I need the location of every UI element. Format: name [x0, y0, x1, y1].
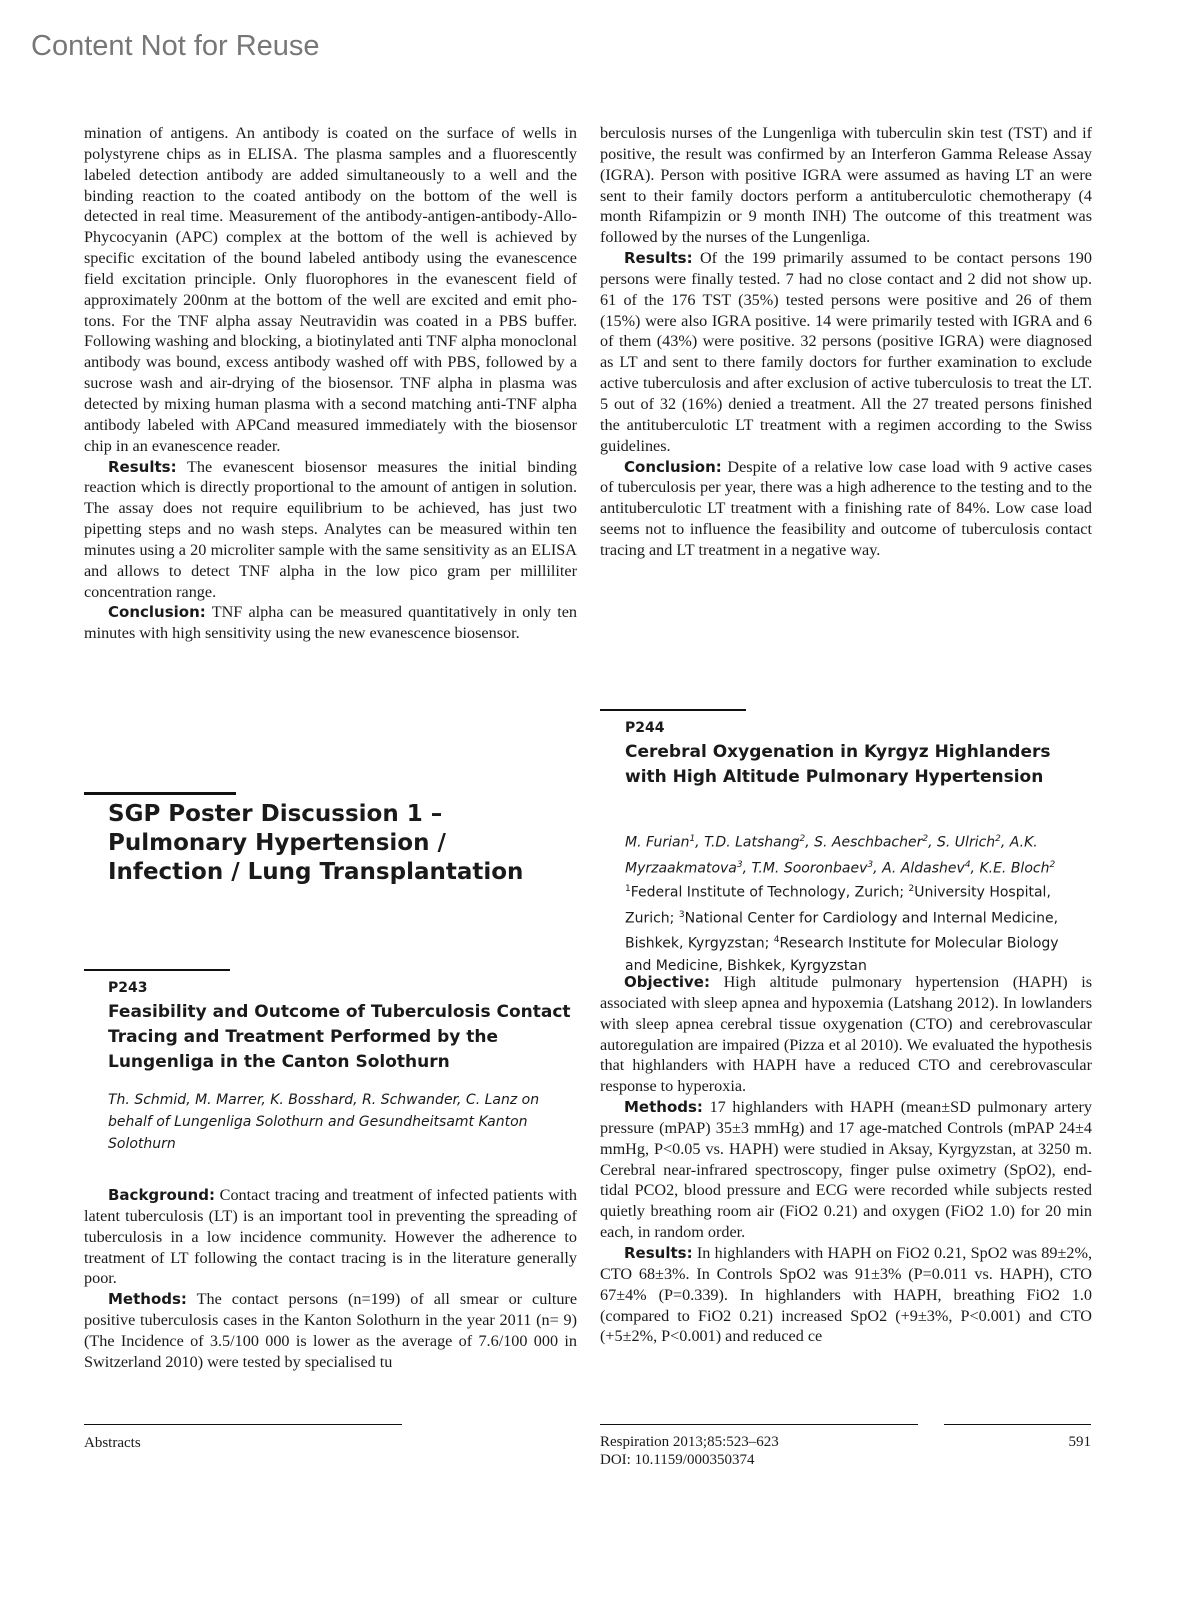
abstract-authors: Th. Schmid, M. Marrer, K. Bosshard, R. Schwander, C. Lanz on behalf of Lungenliga Solothurn and Gesundheitsamt Kanton Solothurn: [108, 1092, 540, 1152]
paragraph: [600, 248, 1092, 456]
affiliation-mark: 3: [678, 909, 685, 920]
affiliation-mark: 4: [773, 935, 780, 946]
author-affiliation-mark: 2: [995, 834, 1001, 844]
p243-body: [84, 1185, 577, 1373]
results-text: In highlanders with HAPH on FiO2 0.21, SpO2 was 89±2%, CTO 68±3%. In Controls SpO2 was 91±3% (P=0.011 vs. HAPH), CTO 67±4% (P=0.339). In highlanders with HAPH, breathing FiO2 1.0 (compared to FiO2 0.21) increased SpO2 (+9±3%, P<0.001) and CTO (+5±2%, P<0.001) and reduced ce: [600, 1243, 1092, 1346]
author-name: A. Aldashev: [882, 860, 965, 877]
results-label: Results:: [624, 1243, 693, 1262]
footer-rule-left: [84, 1424, 402, 1425]
author-name: S. Ulrich: [937, 834, 996, 851]
abstract-rule: [84, 969, 230, 971]
paragraph: [84, 457, 577, 603]
paragraph: mination of antigens. An antibody is coated on the surface of wells in polystyrene chips as in ELISA. The plasma samples and a fluorescently labeled detection antibody are added simultaneously to a well and the binding reaction to the coated antibody on the bottom of the well is detected in real time. Measurement of the antibody-antigen-antibody-Allo-Phycocyanin (APC) complex at the bottom of the well is achieved by specific excitation of the bound labeled antibody using the evanescence field excitation principle. Only fluorophores in the evanescent field of approximately 200nm at the bottom of the well are excited and emit photons. For the TNF alpha assay Neutravidin was coated in a PBS buffer. Following washing and blocking, a biotinylated anti TNF alpha monoclonal antibody was bound, excess antibody washed off with PBS, followed by a sucrose wash and air-drying of the biosensor. TNF alpha in plasma was detected by mixing human plasma with a second matching anti-TNF alpha antibody labeled with APCand measured immediately with the biosensor chip in an evanescence reader.: [84, 124, 577, 455]
results-text: Of the 199 primarily assumed to be contact persons 190 persons were finally tested. 7 had no close contact and 2 did not show up. 61 of the 176 TST (35%) tested persons were positive and 26 of them (15%) were also IGRA positive. 14 were primarily tested with IGRA and 6 of them (43%) were positive. 32 persons (positive IGRA) were diagnosed as LT and sent to there family doctors for further examination to exclude active tuberculosis and after exclusion of active tuberculosis to treat the LT. 5 out of 32 (16%) denied a treatment. All the 27 treated persons finished the antituberculotic LT treatment with a regimen according to the Swiss guidelines.: [600, 249, 1092, 455]
abstract-rule: [600, 709, 746, 711]
affiliation-text: Federal Institute of Technology, Zurich;: [630, 884, 909, 901]
methods-label: Methods:: [624, 1098, 703, 1117]
author-affiliation-mark: 2: [922, 834, 929, 844]
paragraph: [84, 602, 577, 644]
abstract-affiliations: [625, 878, 1085, 977]
conclusion-text: TNF alpha can be measured quantitatively in only ten minutes with high sensitivity using the new evanescence biosensor.: [84, 603, 577, 643]
background-label: Background:: [108, 1186, 215, 1204]
objective-text: High altitude pulmonary hypertension (HAPH) is associated with sleep apnea and hypoxemia (Latshang 2012). In lowlanders with sleep apnea cerebral tissue oxygenation (CTO) and cerebrovascular autoregulation are impaired (Pizza et al 2010). We evaluated the hypothesis that highlanders with HAPH have a reduced CTO and cerebrovascular response to hyperoxia.: [600, 973, 1092, 1096]
abstract-title: Cerebral Oxygenation in Kyrgyz Highlanders with High Altitude Pulmonary Hypertension: [625, 742, 1051, 787]
affiliation-text: University Hospital, Zurich;: [625, 884, 1051, 927]
paragraph: [600, 972, 1092, 1097]
left-continuation-abstract: [84, 123, 577, 644]
author-affiliation-mark: 2: [1049, 859, 1056, 870]
methods-text: The contact persons (n=199) of all smear or culture positive tuberculosis cases in the Kanton Solothurn in the year 2011 (n= 9) (The Incidence of 3.5/100 000 is lower as the average of 7.6/100 000 in Switzerland 2010) were tested by specialised tu: [84, 1290, 577, 1371]
affiliation-text: Research Institute for Molecular Biology and Medicine, Bishkek, Kyrgyzstan: [625, 935, 1059, 974]
paragraph: [600, 457, 1092, 561]
affiliation-mark: 2: [908, 884, 915, 894]
results-label: Results:: [108, 457, 177, 476]
section-heading: SGP Poster Discussion 1 – Pulmonary Hypertension / Infection / Lung Transplantation: [108, 801, 524, 885]
author-name: K.E. Bloch: [979, 860, 1050, 877]
author-affiliation-mark: 3: [736, 859, 743, 870]
author-affiliation-mark: 1: [689, 834, 696, 844]
footer-doi: DOI: 10.1159/000350374: [600, 1452, 755, 1468]
abstract-number: P244: [625, 720, 665, 736]
abstract-number: P243: [108, 980, 148, 996]
affiliation-mark: 1: [625, 884, 631, 894]
author-affiliation-mark: 3: [867, 859, 874, 870]
conclusion-label: Conclusion:: [108, 603, 206, 622]
author-affiliation-mark: 2: [799, 834, 806, 844]
author-name: M. Furian: [625, 834, 690, 851]
author-name: A.K. Myrzaakmatova: [625, 834, 1038, 877]
section-rule: [84, 792, 236, 795]
background-text: Contact tracing and treatment of infected patients with latent tuberculosis (LT) is an important tool in preventing the spreading of tuberculosis in a low incidence community. However the adherence to treatment of LT following the contact tracing is in the literature generally poor.: [84, 1186, 577, 1288]
affiliation-text: National Center for Cardiology and Internal Medicine, Bishkek, Kyrgyzstan;: [625, 910, 1059, 952]
author-name: T.M. Sooronbaev: [751, 860, 868, 877]
results-text: The evanescent biosensor measures the initial binding reaction which is directly proportional to the amount of antigen in solution. The assay does not require equilibrium to be achieved, has just two pipetting steps and no wash steps. Analytes can be measured within ten minutes using a 20 microliter sample with the same sensitivity as an ELISA and allows to detect TNF alpha in the low pico gram per milliliter concentration range.: [84, 457, 577, 601]
footer-journal: Respiration 2013;85:523–623: [600, 1434, 779, 1450]
p243-continuation: [600, 123, 1092, 561]
author-affiliation-mark: 4: [964, 859, 971, 870]
footer-rule-right: [944, 1424, 1091, 1425]
paragraph: [84, 1185, 577, 1289]
abstract-title: Feasibility and Outcome of Tuberculosis Contact Tracing and Treatment Performed by the Lungenliga in the Canton Solothurn: [108, 1002, 571, 1072]
methods-label: Methods:: [108, 1290, 187, 1309]
footer-rule-middle: [600, 1424, 918, 1425]
methods-text: 17 highlanders with HAPH (mean±SD pulmonary artery pressure (mPAP) 35±3 mmHg) and 17 age-matched Controls (mPAP 24±4 mmHg, P<0.05 vs. HAPH) were studied in Aksay, Kyrgyzstan, at 3250 m. Cerebral near-infrared spectroscopy, finger pulse oximetry (SpO2), end-tidal PCO2, blood pressure and ECG were recorded while subjects rested quietly breathing room air (FiO2 0.21) and oxygen (FiO2 1.0) for 20 min each, in random order.: [600, 1098, 1092, 1242]
results-label: Results:: [624, 249, 693, 268]
paragraph: [84, 1289, 577, 1372]
objective-label: Objective:: [624, 973, 710, 991]
page-number: 591: [1068, 1434, 1091, 1450]
abstract-authors: M. Furian$^1$, T.D. Latshang$^2$, S. Aeschbacher$^2$, S. Ulrich$^2$, A.K. Myrzaakmatova$^3$, T.M. Sooronbaev$^3$, A. Aldashev$^4$, K.E. Bloch$^2$: [625, 834, 1056, 877]
conclusion-text: Despite of a relative low case load with 9 active cases of tuberculosis per year, there was a high adherence to the testing and to the antituberculotic LT treatment with a finishing rate of 84%. Low case load seems not to influence the feasibility and outcome of tuberculosis contact tracing and LT treatment in a negative way.: [600, 457, 1092, 559]
paragraph: [600, 1243, 1092, 1347]
paragraph: berculosis nurses of the Lungenliga with tuberculin skin test (TST) and if positive, the result was confirmed by an Interferon Gamma Release Assay (IGRA). Person with positive IGRA were assumed as having LT an were sent to their family doctors perform a antituberculotic chemotherapy (4 month Rifampizin or 9 month INH) The outcome of this treatment was followed by the nurses of the Lungenliga.: [600, 124, 1092, 247]
footer-section-label: Abstracts: [84, 1435, 141, 1451]
p244-body: [600, 972, 1092, 1347]
conclusion-label: Conclusion:: [624, 457, 722, 476]
author-name: S. Aeschbacher: [814, 834, 923, 851]
paragraph: [600, 1097, 1092, 1243]
author-name: T.D. Latshang: [704, 834, 800, 851]
watermark: Content Not for Reuse: [31, 30, 320, 62]
